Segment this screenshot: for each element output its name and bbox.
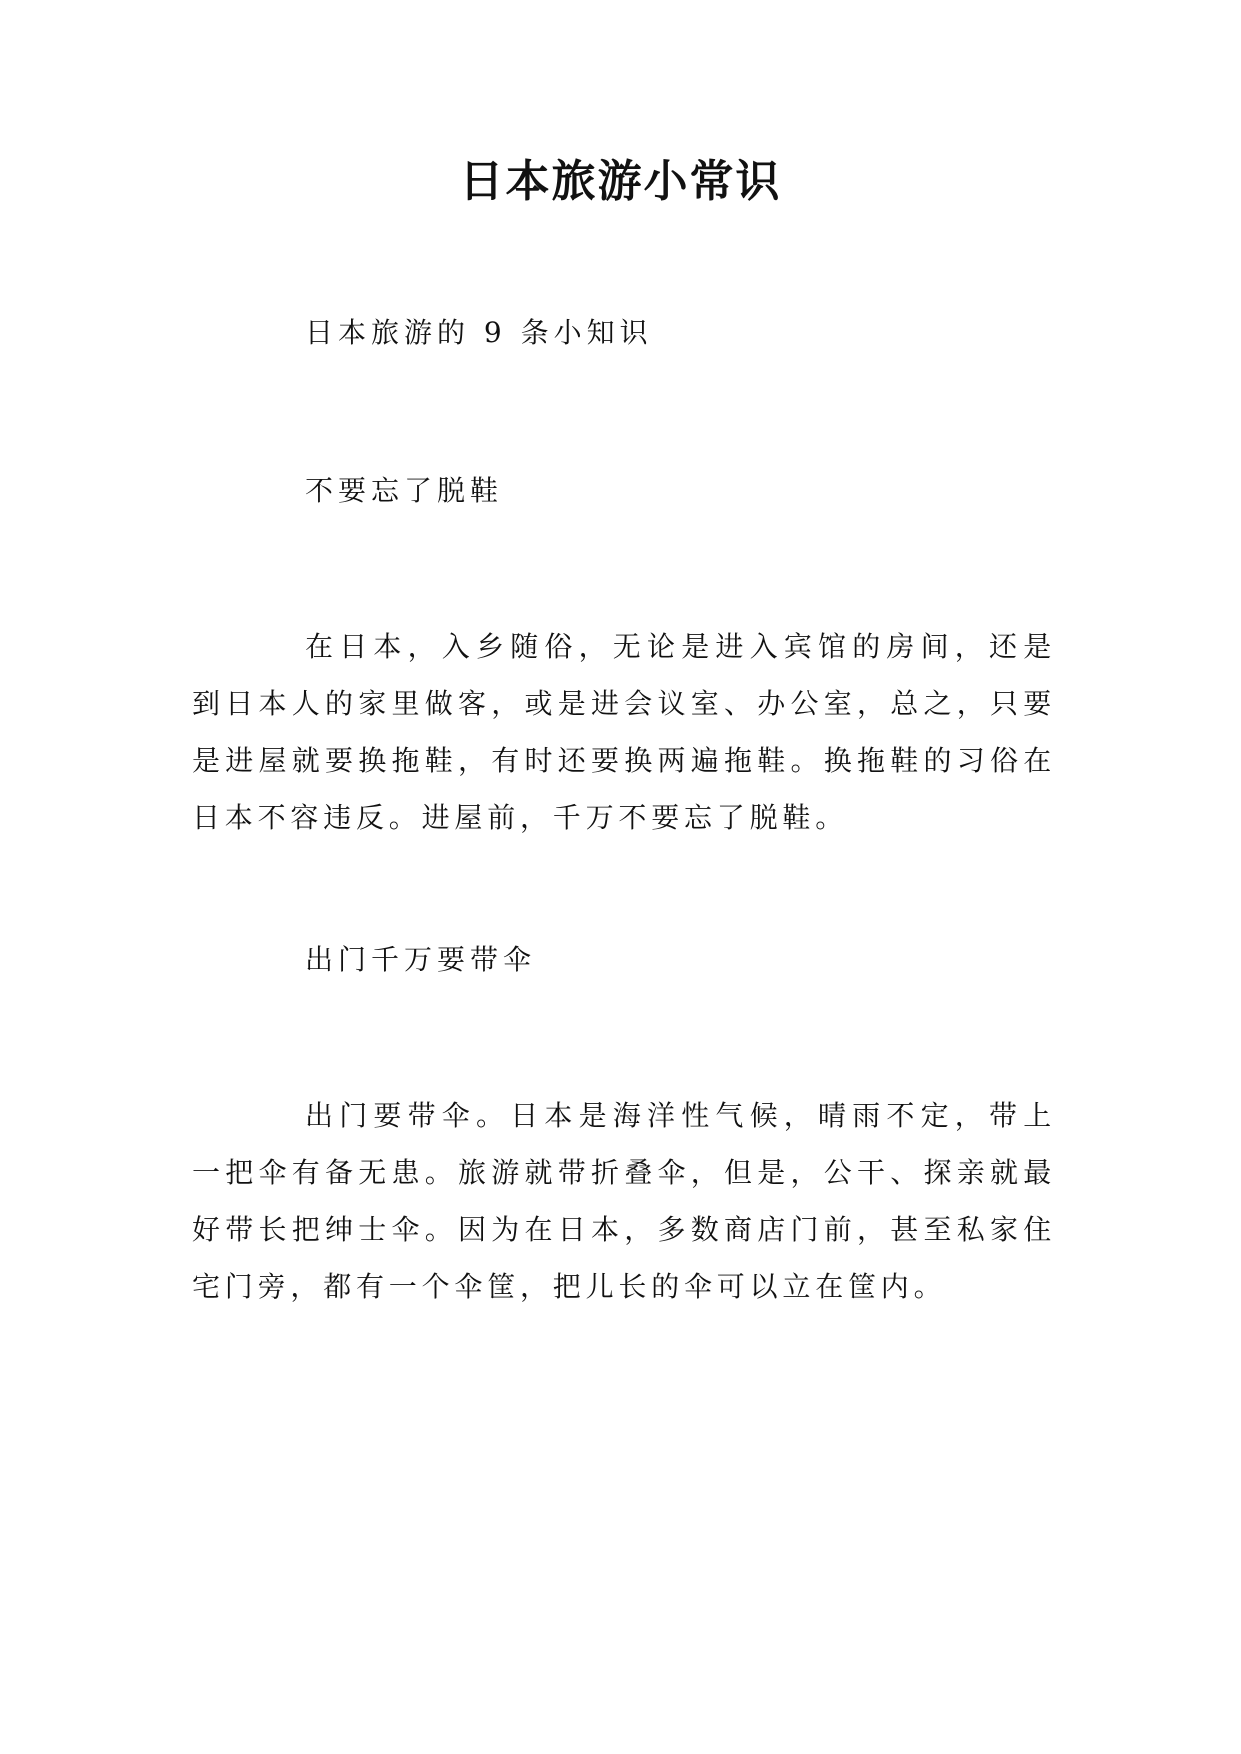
section-body-shoes: 在日本，入乡随俗，无论是进入宾馆的房间，还是到日本人的家里做客，或是进会议室、办公室，总之，只要是进屋就要换拖鞋，有时还要换两遍拖鞋。换拖鞋的习俗在日本不容违反。进屋前，千万不要忘了脱鞋。 bbox=[192, 630, 1056, 834]
section-heading-shoes: 不要忘了脱鞋 bbox=[305, 474, 504, 507]
section-heading-umbrella: 出门千万要带伞 bbox=[305, 943, 537, 976]
section-body-umbrella: 出门要带伞。日本是海洋性气候，晴雨不定，带上一把伞有备无患。旅游就带折叠伞，但是，公干、探亲就最好带长把绅士伞。因为在日本，多数商店门前，甚至私家住宅门旁，都有一个伞筐，把儿长的伞可以立在筐内。 bbox=[192, 1099, 1056, 1303]
intro-heading: 日本旅游的 9 条小知识 bbox=[305, 316, 653, 349]
document-title: 日本旅游小常识 bbox=[459, 156, 782, 207]
